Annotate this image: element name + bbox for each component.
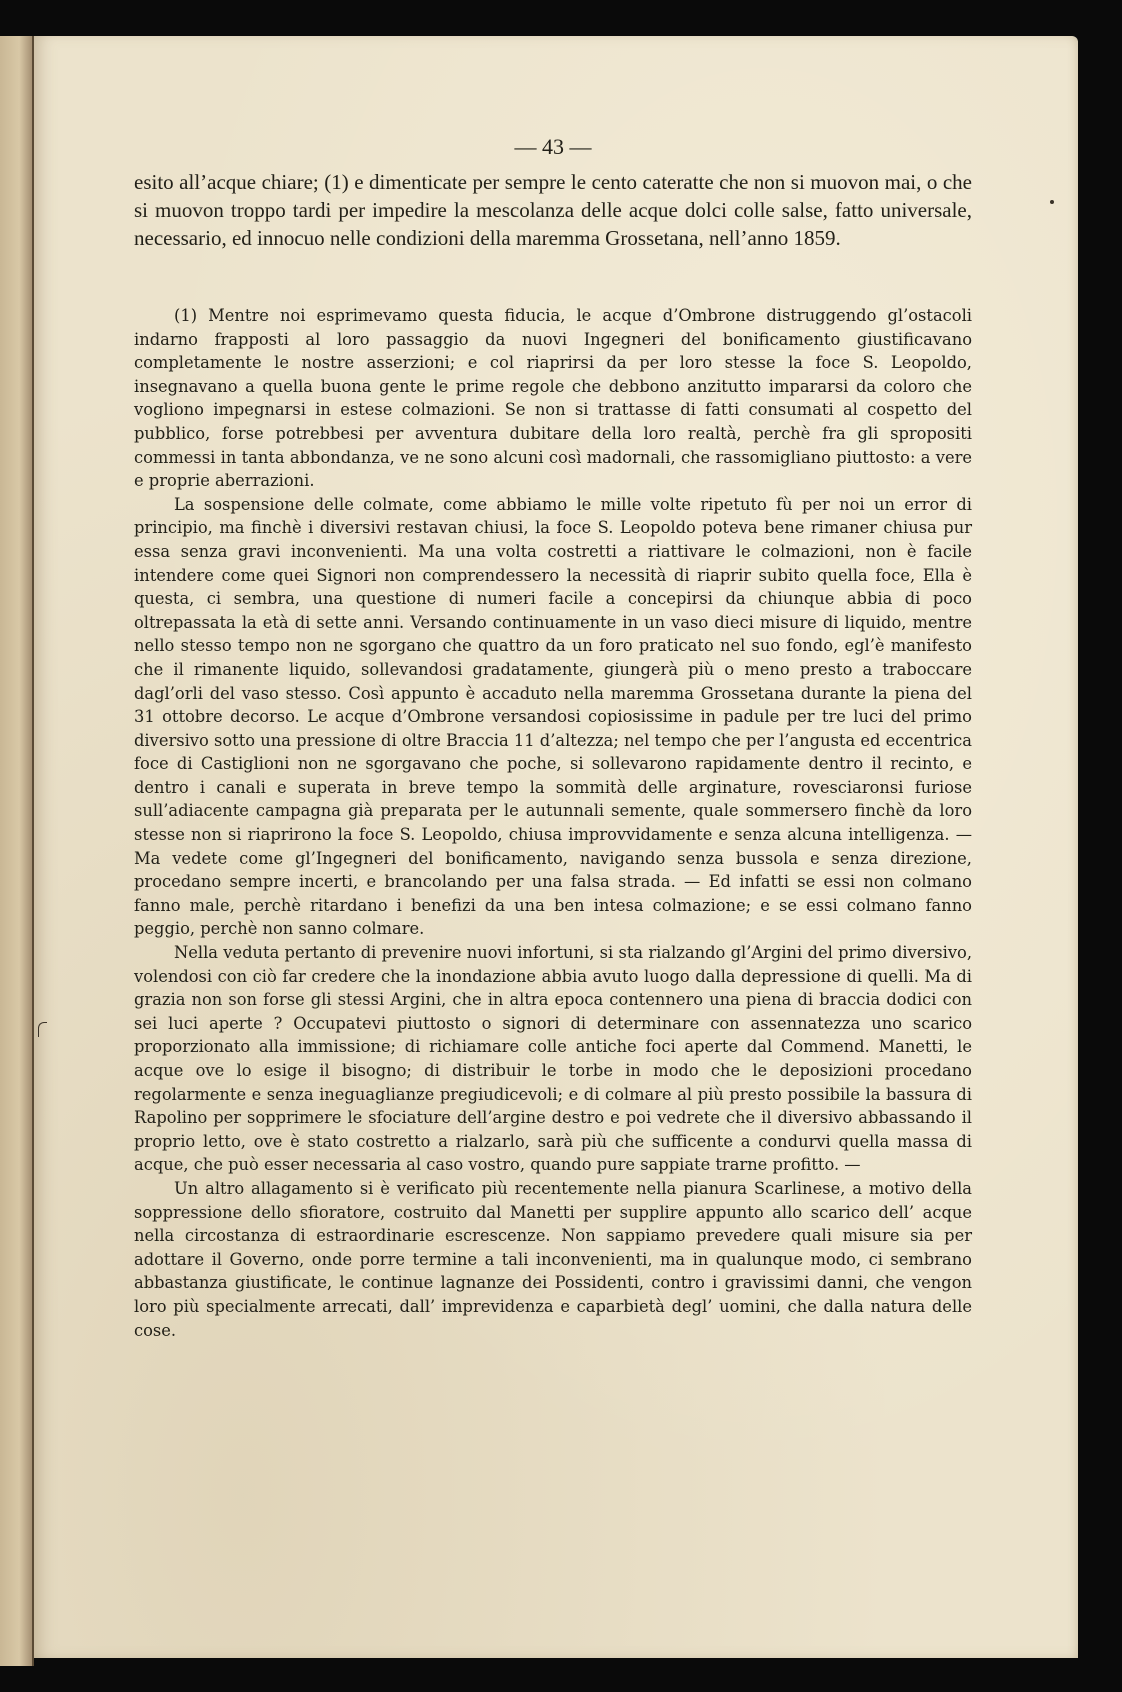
facing-page-edge [0, 36, 34, 1666]
footnote-paragraph-2: La sospensione delle colmate, come abbiamo le mille volte ripetuto fù per noi un error di principio, ma finchè i diversivi restavan chiusi, la foce S. Leopoldo poteva bene rimaner chiusa pur essa senza gravi inconvenienti. Ma una volta costretti a riattivare le colmazioni, non è facile intendere come quei Signori non comprendessero la necessità di riaprir subito quella foce, Ella è questa, ci sembra, una questione di numeri facile a concepirsi da chiunque abbia di poco oltrepassata la età di sette anni. Versando continuamente in un vaso dieci misure di liquido, mentre nello stesso tempo non ne sgorgano che quattro da un foro praticato nel suo fondo, egl’è manifesto che il rimanente liquido, sollevandosi gradatamente, giungerà più o meno presto a traboccare dagl’orli del vaso stesso. Così appunto è accaduto nella maremma Grossetana durante la piena del 31 ottobre decorso. Le acque d’Ombrone versandosi copiosissime in padule per tre luci del primo diversivo sotto una pressione di oltre Braccia 11 d’altezza; nel tempo che per l’angusta ed eccentrica foce di Castiglioni non ne sgorgavano che poche, si sollevarono rapidamente dentro il recinto, e dentro i canali e superata in breve tempo la sommità delle arginature, rovesciaronsi furiose sull’adiacente campagna già preparata per le autunnali semente, quale sommersero finchè da loro stesse non si riaprirono la foce S. Leopoldo, chiusa improvvidamente e senza alcuna intelligenza. — Ma vedete come gl’Ingegneri del bonificamento, navigando senza bussola e senza direzione, procedano sempre incerti, e brancolando per una falsa strada. — Ed infatti se essi non colmano fanno male, perchè ritardano i benefizi da una ben intesa colmazione; e se essi colmano fanno peggio, perchè non sanno colmare. [134, 494, 972, 939]
footnote [134, 304, 972, 1342]
ink-dot-mark [1050, 200, 1054, 204]
footnote-paragraph-3: Nella veduta pertanto di prevenire nuovi infortuni, si sta rialzando gl’Argini del primo diversivo, volendosi con ciò far credere che la inondazione abbia avuto luogo dalla depressione di quelli. Ma di grazia non son forse gli stessi Argini, che in altra epoca contennero una piena di braccia dodici con sei luci aperte ? Occupatevi piuttosto o signori di determinare con assennatezza uno scarico proporzionato alla immissione; di richiamare colle antiche foci aperte dal Commend. Manetti, le acque ove lo esige il bisogno; di distribuir le torbe in modo che le deposizioni procedano regolarmente e senza ineguaglianze pregiudicevoli; e di colmare al più presto possibile la bassura di Rapolino per sopprimere le sfociature dell’argine destro e poi vedrete che il diversivo abbassando il proprio letto, ove è stato costretto a rialzarlo, sarà più che sufficente a condurvi quella massa di acque, che può esser necessaria al caso vostro, quando pure sappiate trarne profitto. — [134, 943, 972, 1175]
page-number: — 43 — [514, 134, 592, 159]
page-sheet [34, 36, 1078, 1658]
footnote-paragraph-1: (1) Mentre noi esprimevamo questa fiducia, le acque d’Ombrone distruggendo gl’ostacoli indarno frapposti al loro passaggio da nuovi Ingegneri del bonificamento giustificavano completamente le nostre asserzioni; e col riaprirsi da per loro stesse la foce S. Leopoldo, insegnavano a quella buona gente le prime regole che debbono anzitutto impararsi da coloro che vogliono impegnarsi in estese colmazioni. Se non si trattasse di fatti consumati al cospetto del pubblico, forse potrebbesi per avventura dubitare della loro realtà, perchè fra gli spropositi commessi in tanta abbondanza, ve ne sono alcuni così madornali, che rassomigliano piuttosto: a vere e proprie aberrazioni. [134, 306, 972, 491]
main-text: esito all’acque chiare; (1) e dimenticate per sempre le cento cateratte che non si muovon mai, o che si muovon troppo tardi per impedire la mescolanza delle acque dolci colle salse, fatto universale, necessario, ed innocuo nelle condizioni della maremma Grossetana, nell’anno 1859. [134, 170, 972, 250]
footnote-paragraph-4: Un altro allagamento si è verificato più recentemente nella pianura Scarlinese, a motivo della soppressione dello sfioratore, costruito dal Manetti per supplire appunto allo scarico dell’ acque nella circostanza di estraordinarie escrescenze. Non sappiamo prevedere quali misure sia per adottare il Governo, onde porre termine a tali inconvenienti, ma in qualunque modo, ci sembrano abbastanza giustificate, le continue lagnanze dei Possidenti, contro i gravissimi danni, che vengon loro più specialmente arrecati, dall’ imprevidenza e caparbietà degl’ uomini, che dalla natura delle cose. [134, 1178, 972, 1340]
margin-mark [38, 1022, 47, 1037]
